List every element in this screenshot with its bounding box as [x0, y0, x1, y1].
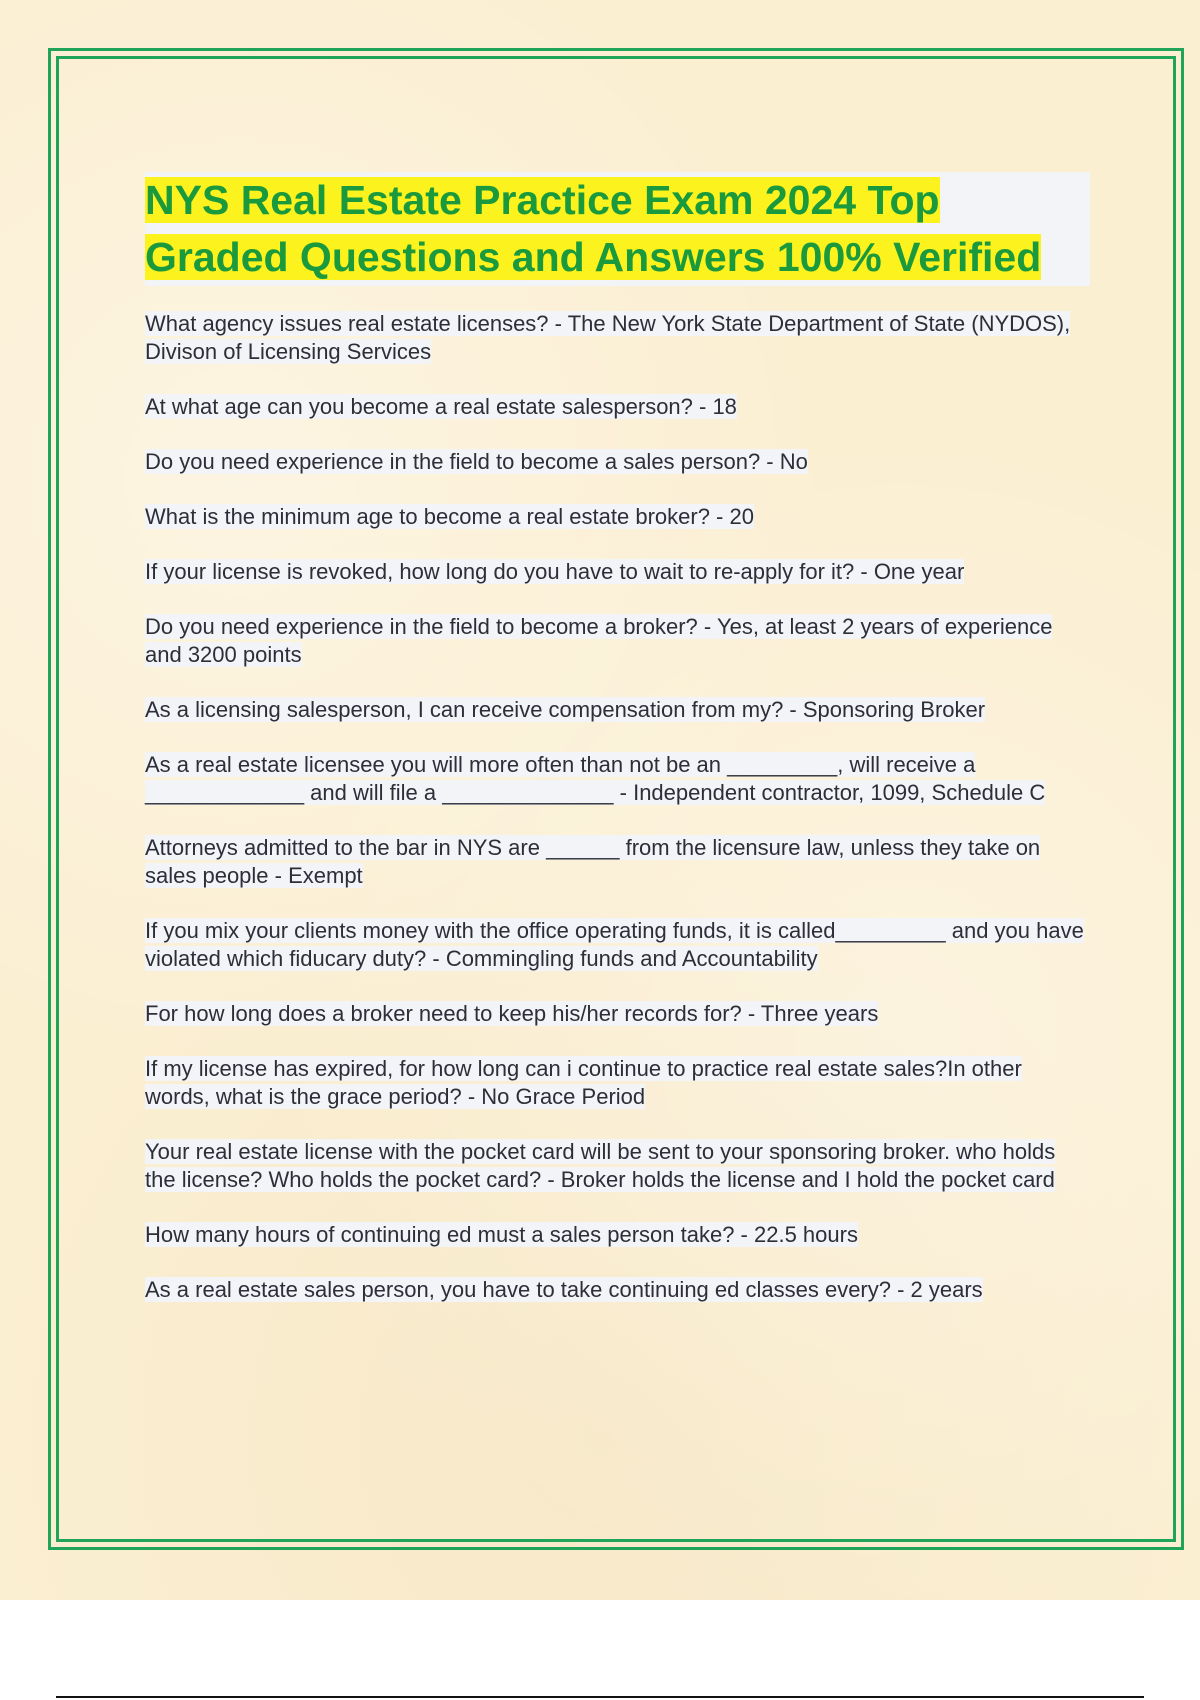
qa-text: If your license is revoked, how long do you have to wait to re-apply for it? - One year: [145, 559, 965, 584]
document-body: [145, 172, 1090, 1331]
qa-item: [145, 834, 1090, 890]
qa-item: [145, 448, 1090, 476]
qa-item: [145, 751, 1090, 807]
document-title: [145, 172, 1090, 286]
qa-text: Attorneys admitted to the bar in NYS are ______ from the licensure law, unless they take on sales people - Exempt: [145, 835, 1041, 888]
qa-text: If you mix your clients money with the office operating funds, it is called_________ and you have violated which fiducary duty? - Commingling funds and Accountability: [145, 918, 1084, 971]
qa-item: [145, 1138, 1090, 1194]
qa-text: At what age can you become a real estate salesperson? - 18: [145, 394, 737, 419]
qa-text: What is the minimum age to become a real estate broker? - 20: [145, 504, 754, 529]
qa-text: As a licensing salesperson, I can receive compensation from my? - Sponsoring Broker: [145, 697, 986, 722]
qa-item: [145, 696, 1090, 724]
qa-item: [145, 1000, 1090, 1028]
qa-item: [145, 613, 1090, 669]
qa-item: [145, 917, 1090, 973]
qa-text: How many hours of continuing ed must a sales person take? - 22.5 hours: [145, 1222, 858, 1247]
qa-text: Do you need experience in the field to become a broker? - Yes, at least 2 years of experience and 3200 points: [145, 614, 1053, 667]
qa-list: [145, 310, 1090, 1304]
qa-text: As a real estate sales person, you have to take continuing ed classes every? - 2 years: [145, 1277, 983, 1302]
qa-text: Your real estate license with the pocket card will be sent to your sponsoring broker. who holds the license? Who holds the pocket card? - Broker holds the license and I hold the pocket card: [145, 1139, 1056, 1192]
qa-item: [145, 1055, 1090, 1111]
qa-item: [145, 1276, 1090, 1304]
qa-text: What agency issues real estate licenses? - The New York State Department of State (NYDOS), Divison of Licensing Services: [145, 311, 1071, 364]
qa-item: [145, 503, 1090, 531]
qa-item: [145, 1221, 1090, 1249]
qa-text: As a real estate licensee you will more often than not be an _________, will receive a _____________ and will file a ______________ - Independent contractor, 1099, Schedule C: [145, 752, 1046, 805]
qa-text: For how long does a broker need to keep his/her records for? - Three years: [145, 1001, 879, 1026]
footer-divider: [56, 1696, 1144, 1698]
document-title-text: NYS Real Estate Practice Exam 2024 Top Graded Questions and Answers 100% Verified: [145, 177, 1042, 280]
qa-item: [145, 310, 1090, 366]
qa-text: If my license has expired, for how long can i continue to practice real estate sales?In other words, what is the grace period? - No Grace Period: [145, 1056, 1022, 1109]
qa-item: [145, 558, 1090, 586]
qa-text: Do you need experience in the field to become a sales person? - No: [145, 449, 808, 474]
qa-item: [145, 393, 1090, 421]
